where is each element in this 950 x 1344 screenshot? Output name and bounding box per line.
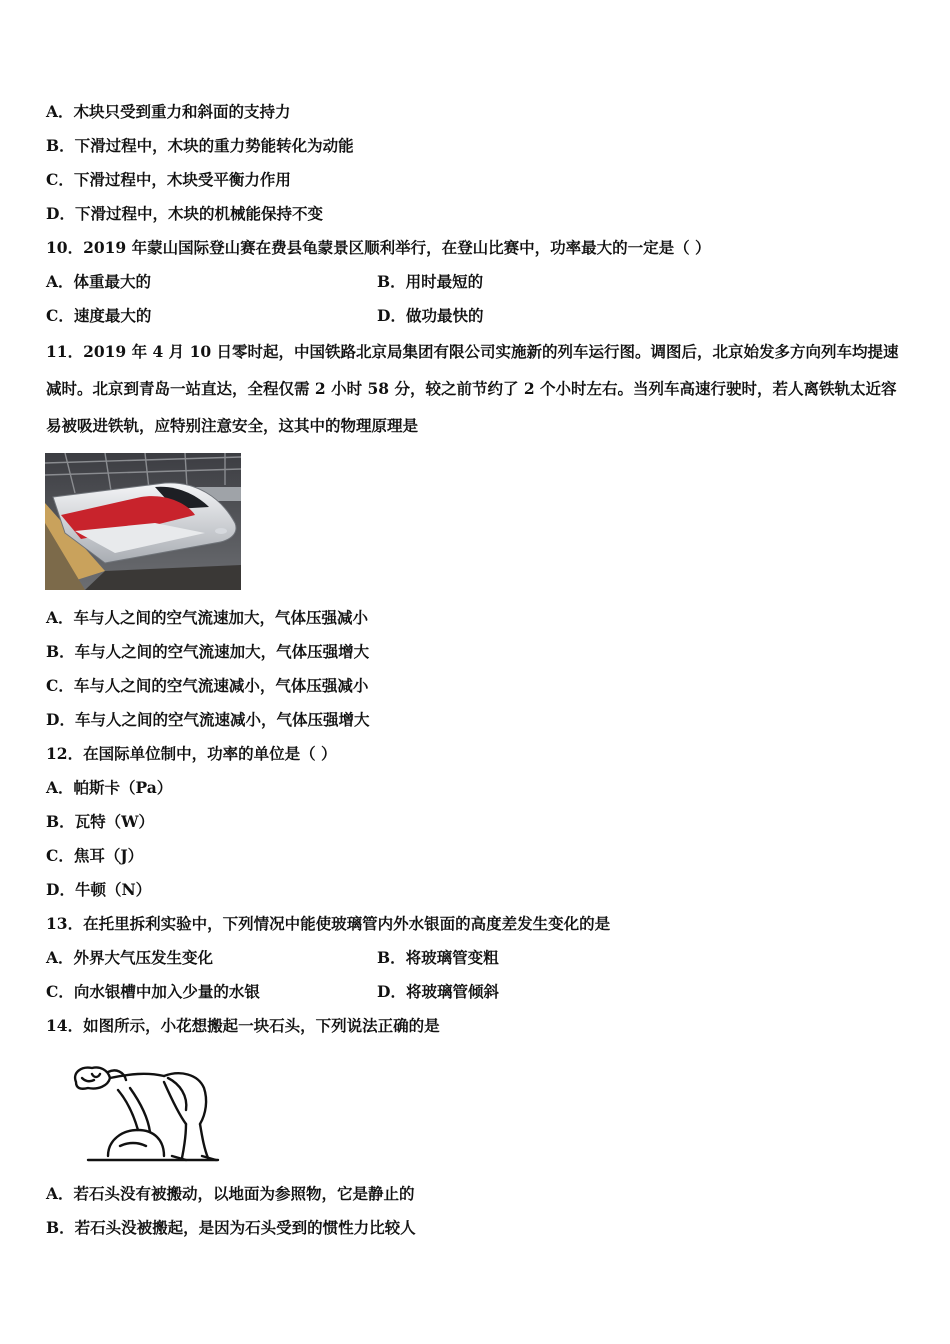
q10-option-b: B．用时最短的: [377, 272, 484, 291]
q11-option-b: B．车与人之间的空气流速加大，气体压强增大: [46, 642, 370, 661]
q14-option-a: A．若石头没有被搬动，以地面为参照物，它是静止的: [46, 1184, 415, 1203]
q12-option-d: D．牛顿（N）: [46, 880, 152, 899]
q14-stem: 14．如图所示，小花想搬起一块石头，下列说法正确的是: [46, 1016, 440, 1035]
high-speed-train-photo: [45, 453, 241, 590]
q13-option-a: A．外界大气压发生变化: [46, 948, 214, 967]
q14-option-b: B．若石头没被搬起，是因为石头受到的惯性力比较人: [46, 1218, 416, 1237]
q11-option-c: C．车与人之间的空气流速减小，气体压强减小: [46, 676, 369, 695]
q12-stem: 12．在国际单位制中，功率的单位是（ ）: [46, 744, 337, 763]
q10-stem: 10．2019 年蒙山国际登山赛在费县龟蒙景区顺利举行，在登山比赛中，功率最大的一定是（ ）: [46, 238, 711, 257]
q13-option-d: D．将玻璃管倾斜: [377, 982, 499, 1001]
q9-option-d: D．下滑过程中，木块的机械能保持不变: [46, 204, 323, 223]
q12-option-b: B．瓦特（W）: [46, 812, 155, 831]
q12-option-a: A．帕斯卡（Pa）: [46, 778, 173, 797]
q12-option-c: C．焦耳（J）: [46, 846, 144, 865]
q13-option-c: C．向水银槽中加入少量的水银: [46, 982, 260, 1001]
q9-option-a: A．木块只受到重力和斜面的支持力: [46, 102, 291, 121]
q11-option-a: A．车与人之间的空气流速加大，气体压强减小: [46, 608, 369, 627]
q11-option-d: D．车与人之间的空气流速减小，气体压强增大: [46, 710, 370, 729]
q10-option-a: A．体重最大的: [46, 272, 152, 291]
q9-option-c: C．下滑过程中，木块受平衡力作用: [46, 170, 291, 189]
q13-stem: 13．在托里拆利实验中，下列情况中能使玻璃管内外水银面的高度差发生变化的是: [46, 914, 611, 933]
q11-stem: 11．2019 年 4 月 10 日零时起，中国铁路北京局集团有限公司实施新的列车运行图。调图后，北京始发多方向列车均提速减时。北京到青岛一站直达，全程仅需 2 小时 58 分，较之前节约了 2 个小时左右。当列车高速行驶时，若人离铁轨太近容易被吸进铁轨，应特别注意安全，这其中的物理原理是: [46, 342, 899, 435]
q10-option-d: D．做功最快的: [377, 306, 484, 325]
q13-option-b: B．将玻璃管变粗: [377, 948, 499, 967]
girl-lifting-stone-sketch: [68, 1060, 228, 1170]
q9-option-b: B．下滑过程中，木块的重力势能转化为动能: [46, 136, 354, 155]
q10-option-c: C．速度最大的: [46, 306, 152, 325]
